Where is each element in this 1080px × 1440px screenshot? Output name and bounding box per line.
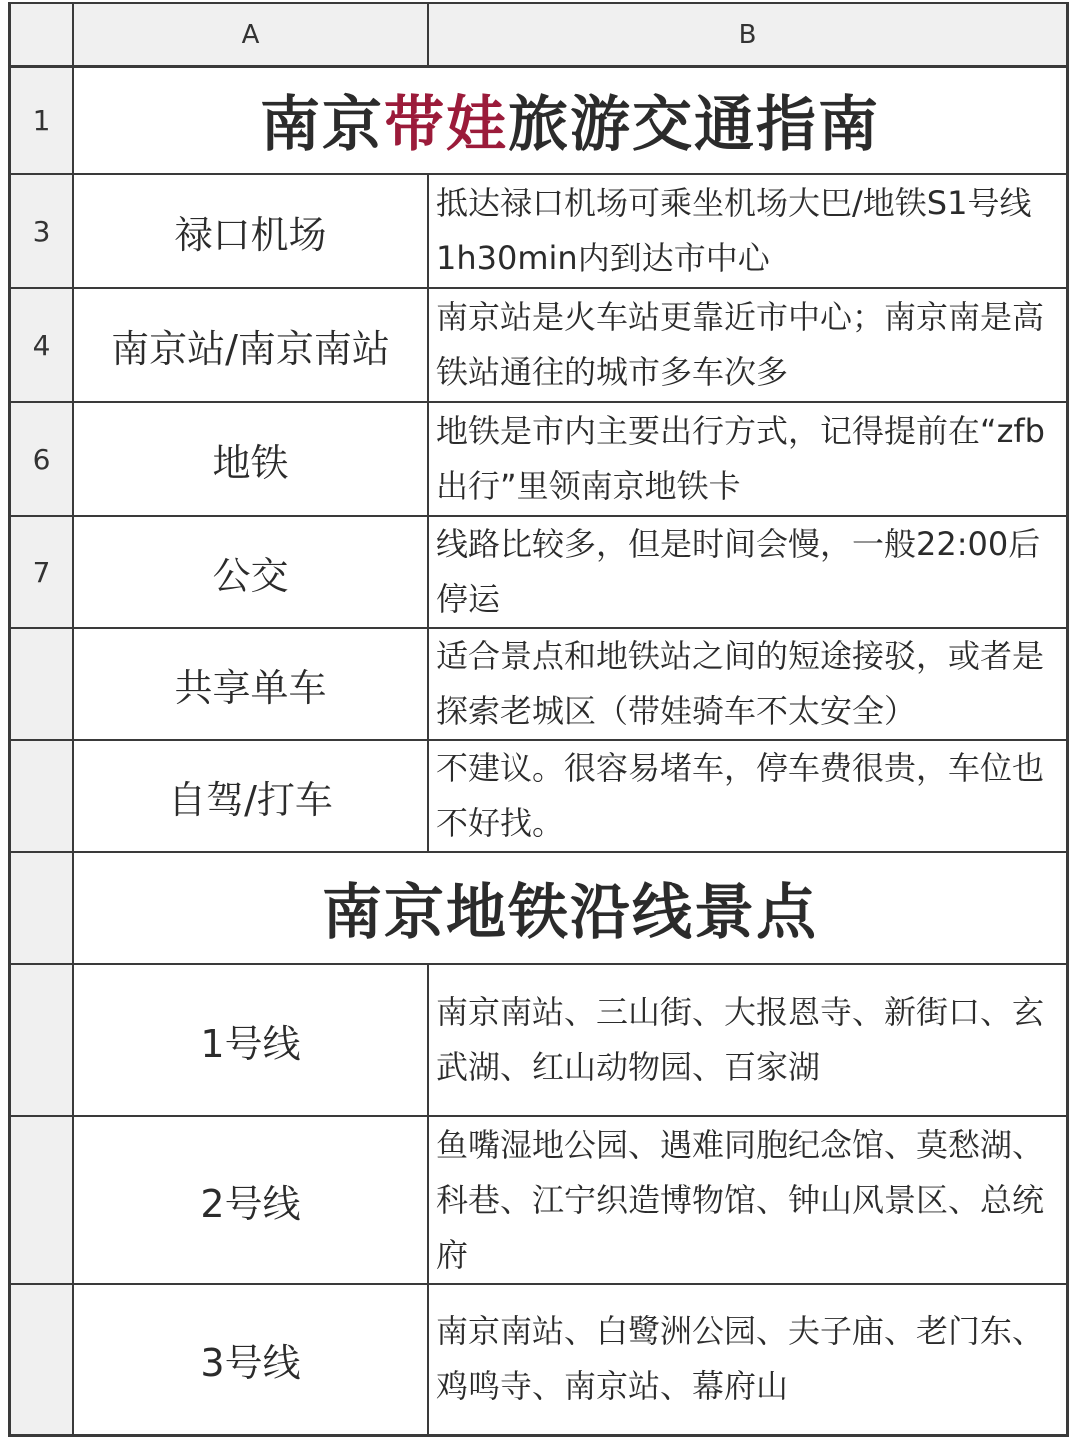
desc-text: 南京站是火车站更靠近市中心；南京南是高铁站通往的城市多车次多: [436, 298, 1045, 391]
row-header-6[interactable]: 6: [10, 402, 73, 516]
grid-line-h2: [8, 173, 1069, 175]
row-header-7[interactable]: 7: [10, 516, 73, 628]
grid-line-h6: [8, 627, 1069, 629]
metro-line-1-stops[interactable]: [428, 964, 1067, 1116]
row-header-line3[interactable]: [10, 1284, 73, 1434]
grid-line-h9: [8, 963, 1069, 965]
grid-line-v2a: [427, 2, 429, 67]
grid-line-h11: [8, 1283, 1069, 1285]
metro-section-title[interactable]: 南京地铁沿线景点: [322, 878, 818, 948]
grid-line-h5: [8, 515, 1069, 517]
row-header-line1[interactable]: [10, 964, 73, 1116]
metro-line-2-stops[interactable]: [428, 1116, 1067, 1284]
column-header-a[interactable]: A: [73, 4, 428, 66]
transport-desc-bike[interactable]: [428, 628, 1067, 740]
desc-text: 鱼嘴湿地公园、遇难同胞纪念馆、莫愁湖、科巷、江宁织造博物馆、钟山风景区、总统府: [436, 1125, 1045, 1274]
desc-text: 线路比较多，但是时间会慢，一般22:00后停运: [436, 525, 1041, 618]
metro-line-3-label[interactable]: 3号线: [200, 1340, 301, 1385]
grid-line-h8: [8, 851, 1069, 853]
desc-text: 不建议。很容易堵车，停车费很贵，车位也不好找。: [436, 749, 1045, 842]
grid-line-v1: [72, 2, 74, 1436]
grid-line-v3: [1066, 2, 1069, 1436]
title-part-1: 南京: [260, 90, 384, 160]
row-header-line2[interactable]: [10, 1116, 73, 1284]
metro-line-2-label[interactable]: 2号线: [200, 1181, 301, 1226]
row-header-drive[interactable]: [10, 740, 73, 852]
transport-desc-drive[interactable]: [428, 740, 1067, 852]
guide-title-cell[interactable]: [73, 66, 1067, 174]
grid-line-h12: [8, 1434, 1069, 1437]
desc-text: 抵达禄口机场可乘坐机场大巴/地铁S1号线1h30min内到达市中心: [436, 184, 1032, 277]
transport-label-bus[interactable]: 公交: [212, 553, 289, 598]
grid-line-h4: [8, 401, 1069, 403]
row-header-bike[interactable]: [10, 628, 73, 740]
metro-line-1-label[interactable]: 1号线: [200, 1021, 301, 1066]
transport-label-drive[interactable]: 自驾/打车: [168, 777, 333, 822]
desc-text: 适合景点和地铁站之间的短途接驳，或者是探索老城区（带娃骑车不太安全）: [436, 637, 1045, 730]
grid-line-h0: [8, 2, 1069, 4]
desc-text: 南京南站、三山街、大报恩寺、新街口、玄武湖、红山动物园、百家湖: [436, 993, 1045, 1086]
grid-line-h7: [8, 739, 1069, 741]
row-header-1[interactable]: 1: [10, 66, 73, 174]
row-header-section[interactable]: [10, 852, 73, 964]
transport-desc-metro[interactable]: [428, 402, 1067, 516]
transport-label-station[interactable]: 南京站/南京南站: [111, 326, 390, 371]
title-part-3: 旅游交通指南: [508, 90, 880, 160]
grid-line-v0: [8, 2, 11, 1436]
title-accent: 带娃: [384, 90, 508, 160]
row-header-3[interactable]: 3: [10, 174, 73, 288]
transport-label-bike[interactable]: 共享单车: [174, 665, 327, 710]
column-header-b[interactable]: B: [428, 4, 1067, 66]
transport-desc-bus[interactable]: [428, 516, 1067, 628]
corner-select-all[interactable]: [10, 4, 73, 66]
grid-line-h3: [8, 287, 1069, 289]
transport-desc-airport[interactable]: [428, 174, 1067, 288]
grid-line-v2b: [427, 174, 429, 853]
grid-line-v2c: [427, 964, 429, 1436]
row-header-4[interactable]: 4: [10, 288, 73, 402]
grid-line-h10: [8, 1115, 1069, 1117]
transport-desc-station[interactable]: [428, 288, 1067, 402]
desc-text: 南京南站、白鹭洲公园、夫子庙、老门东、鸡鸣寺、南京站、幕府山: [436, 1312, 1045, 1405]
transport-label-metro[interactable]: 地铁: [212, 440, 289, 485]
transport-label-airport[interactable]: 禄口机场: [174, 212, 327, 257]
grid-line-h1: [8, 65, 1069, 68]
desc-text: 地铁是市内主要出行方式，记得提前在“zfb出行”里领南京地铁卡: [436, 412, 1045, 505]
metro-line-3-stops[interactable]: [428, 1284, 1067, 1434]
